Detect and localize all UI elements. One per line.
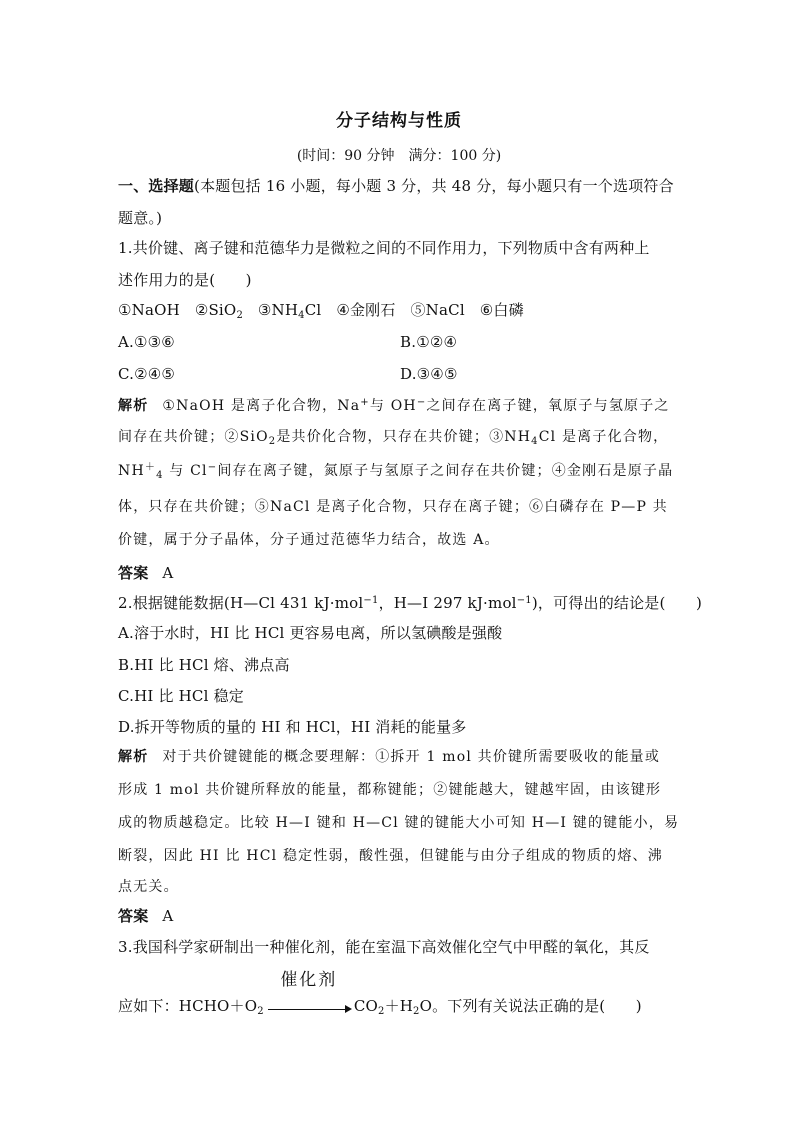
analysis-label: 解析 bbox=[118, 398, 149, 414]
q2-analysis-line4: 断裂，因此 HI 比 HCl 稳定性弱，酸性强，但键能与由分子组成的物质的熔、沸 bbox=[118, 848, 663, 864]
section-title: 一、选择题 bbox=[118, 177, 195, 195]
q1-analysis-line4: 体，只存在共价键；⑤NaCl 是离子化合物，只存在离子键；⑥白磷存在 P—P 共 bbox=[118, 499, 668, 515]
q2-option-a: A.溶于水时，HI 比 HCl 更容易电离，所以氢碘酸是强酸 bbox=[118, 624, 503, 642]
q1-answer bbox=[118, 563, 173, 583]
section-heading bbox=[118, 176, 674, 196]
answer-label: 答案 bbox=[118, 564, 149, 582]
exam-info: (时间：90 分钟 满分：100 分) bbox=[296, 148, 502, 164]
q2-analysis-line5: 点无关。 bbox=[118, 879, 179, 895]
q1-item-4: ④金刚石 bbox=[336, 301, 396, 319]
q1-analysis-line1: 解析 ①NaOH 是离子化合物，Na+与 OH−之间存在离子键，氧原子与氢原子之 bbox=[118, 397, 670, 414]
q1-option-c: C.②④⑤ bbox=[118, 365, 176, 383]
q1-stem: 1.共价键、离子键和范德华力是微粒之间的不同作用力，下列物质中含有两种上 bbox=[118, 239, 650, 257]
q2-analysis-line1: 解析 对于共价键键能的概念要理解：①拆开 1 mol 共价键所需要吸收的能量或 bbox=[118, 749, 661, 765]
analysis-label: 解析 bbox=[118, 749, 149, 765]
q2-analysis-line2: 形成 1 mol 共价键所释放的能量，都称键能；②键能越大，键越牢固，由该键形 bbox=[118, 782, 662, 798]
arrow-head-icon bbox=[345, 1005, 352, 1013]
q3-equation: 应如下：$HCHO+O_2$ 催化剂 $CO_2+H_2O$。下列有关说法正确的是( ) bbox=[118, 970, 642, 1017]
q1-item-6: ⑥白磷 bbox=[479, 301, 524, 319]
q2-option-c: C.HI 比 HCl 稳定 bbox=[118, 687, 244, 705]
reaction-arrow bbox=[266, 970, 352, 1016]
answer-label: 答案 bbox=[118, 907, 149, 925]
q2-answer bbox=[118, 906, 173, 926]
q1-analysis-line3: $NH^+_4$ 与 Cl−间存在离子键，氮原子与氢原子之间存在共价键；④金刚石是原子晶 bbox=[118, 462, 674, 481]
q2-stem: 2.根据键能数据(H—Cl 431 kJ·mol$^{-1}$，H—I 297 kJ·mol$^{-1}$)，可得出的结论是( ) bbox=[118, 594, 703, 612]
q2-option-b: B.HI 比 HCl 熔、沸点高 bbox=[118, 656, 290, 674]
q1-items bbox=[118, 300, 524, 320]
q1-item-3: $③NH_4Cl$ bbox=[257, 301, 322, 321]
section-desc: (本题包括 16 小题，每小题 3 分，共 48 分，每小题只有一个选项符合 bbox=[194, 177, 674, 195]
q1-option-a: A.①③⑥ bbox=[118, 333, 175, 351]
q2-option-d: D.拆开等物质的量的 HI 和 HCl，HI 消耗的能量多 bbox=[118, 718, 467, 736]
page-title: 分子结构与性质 bbox=[336, 111, 462, 131]
q1-analysis-line2: 间存在共价键；②SiO$_2$是共价化合物，只存在共价键；$③NH_4Cl$ 是离子化合物， bbox=[118, 429, 669, 447]
q1-answer-value: A bbox=[162, 564, 174, 582]
catalyst-label: 催化剂 bbox=[280, 970, 338, 990]
q1-options-row1 bbox=[118, 332, 680, 352]
q1-stem-cont: 述作用力的是( ) bbox=[118, 271, 252, 289]
q1-item-2: ②SiO$_2$ bbox=[194, 301, 243, 321]
q1-analysis-line5: 价键，属于分子晶体，分子通过范德华力结合，故选 A。 bbox=[118, 532, 500, 548]
section-desc-cont: 题意。) bbox=[118, 209, 163, 227]
q1-options-row2 bbox=[118, 364, 680, 384]
q1-item-1: ①NaOH bbox=[118, 301, 180, 319]
q3-stem: 3.我国科学家研制出一种催化剂，能在室温下高效催化空气中甲醛的氧化，其反 bbox=[118, 938, 650, 956]
q1-option-b: B.①②④ bbox=[400, 333, 458, 351]
q2-answer-value: A bbox=[162, 907, 174, 925]
q1-option-d: D.③④⑤ bbox=[400, 365, 458, 383]
q1-item-5: ⑤NaCl bbox=[410, 301, 465, 319]
q2-analysis-line3: 成的物质越稳定。比较 H—I 键和 H—Cl 键的键能大小可知 H—I 键的键能小，易 bbox=[118, 815, 680, 831]
